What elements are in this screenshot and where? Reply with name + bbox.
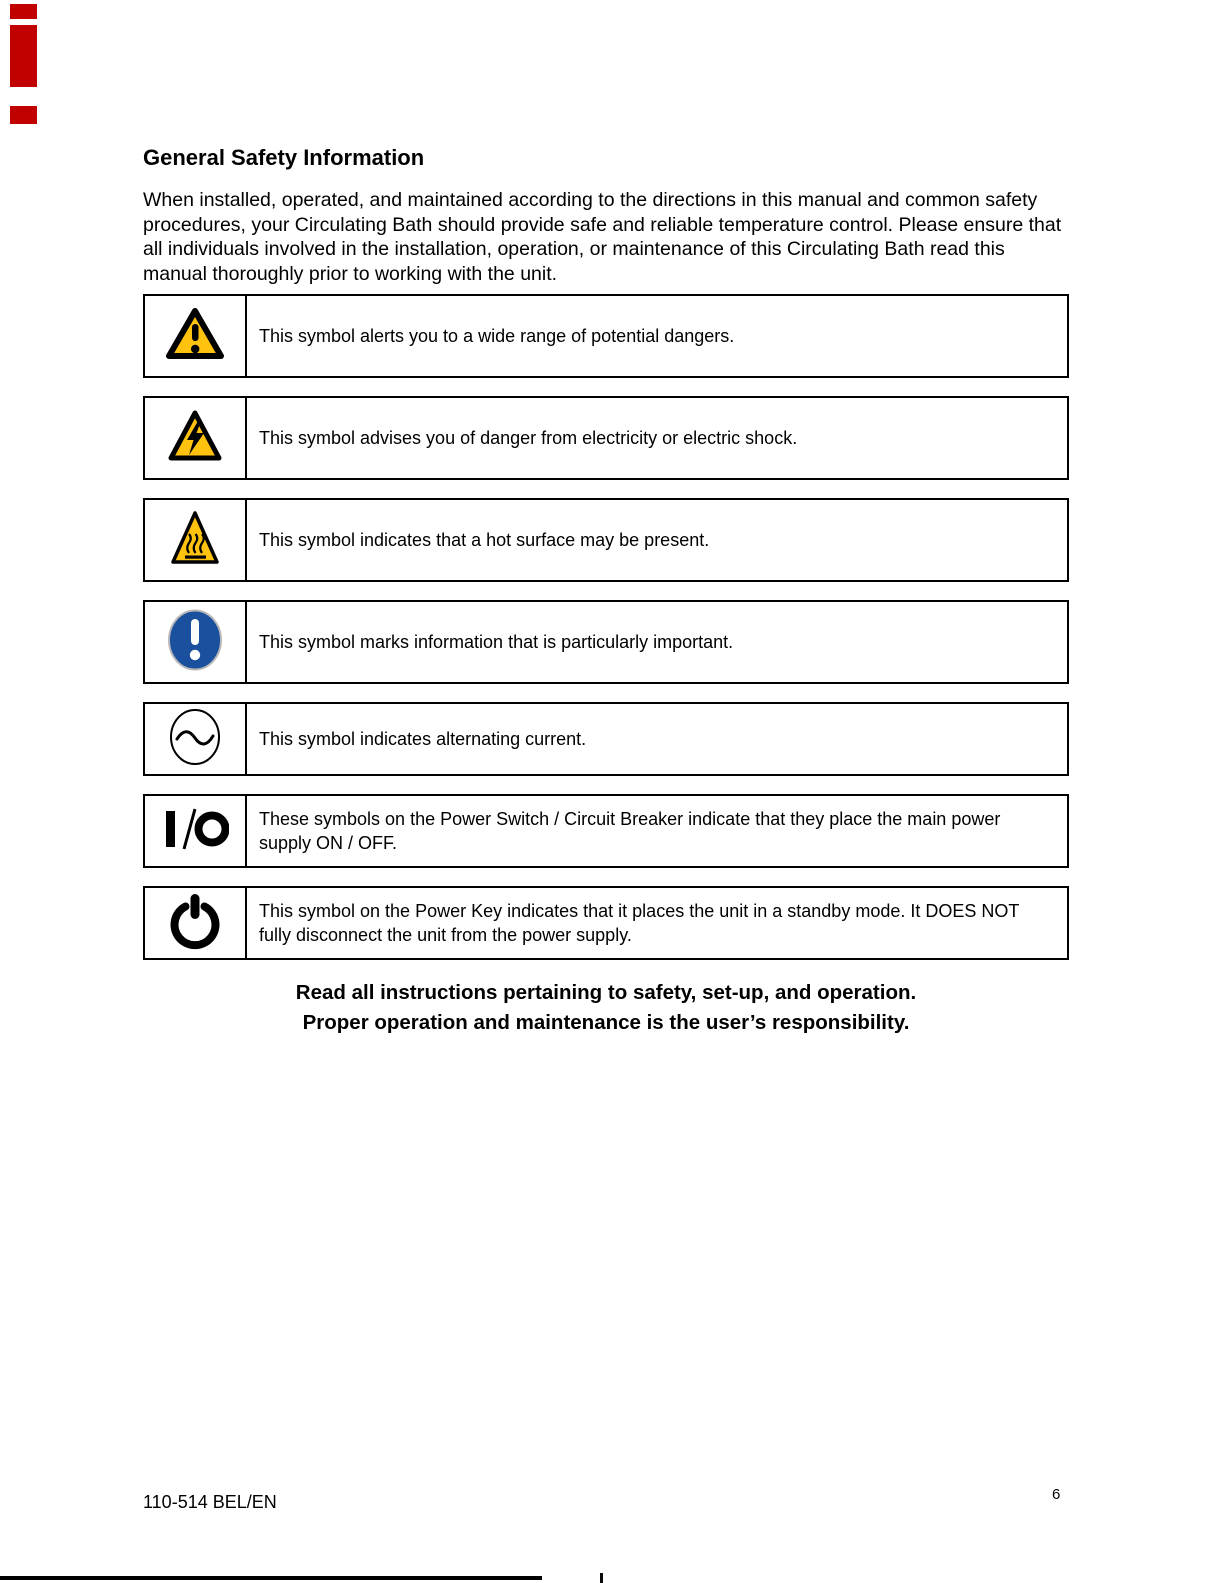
red-scan-artifact <box>10 25 37 87</box>
safety-symbol-table <box>143 294 1069 960</box>
icon-cell <box>145 602 247 682</box>
closing-line-1: Read all instructions pertaining to safety, set-up, and operation. <box>295 981 917 1004</box>
table-row <box>143 794 1069 868</box>
symbol-description: This symbol alerts you to a wide range of potential dangers. <box>259 326 735 346</box>
symbol-description: This symbol on the Power Key indicates that it places the unit in a standby mode. It DOES NOT fully disconnect the unit from the power supply. <box>259 901 1020 945</box>
closing-statement <box>143 978 1069 1038</box>
hot-surface-icon <box>167 508 223 573</box>
icon-cell <box>145 888 247 958</box>
table-row <box>143 294 1069 378</box>
bottom-scan-line-artifact <box>0 1576 542 1580</box>
red-scan-artifact <box>10 106 37 124</box>
symbol-description: This symbol indicates that a hot surface may be present. <box>259 530 710 550</box>
symbol-description: This symbol indicates alternating current. <box>259 729 587 749</box>
closing-line-2: Proper operation and maintenance is the user’s responsibility. <box>302 1011 910 1034</box>
icon-cell <box>145 796 247 866</box>
footer-page-number: 6 <box>1052 1486 1061 1503</box>
footer-document-number: 110-514 BEL/EN <box>143 1492 277 1512</box>
intro-paragraph: When installed, operated, and maintained according to the directions in this manual and common safety procedures, your Circulating Bath should provide safe and reliable temperature control. Please ensure that all individuals involved in the installation, operation, or maintenance of this Circulating Bath read this manual thoroughly prior to working with the unit. <box>143 189 1062 285</box>
electric-shock-icon <box>166 407 224 470</box>
icon-cell <box>145 500 247 580</box>
bottom-tick-artifact <box>600 1573 603 1583</box>
red-scan-artifact <box>10 4 37 19</box>
table-row <box>143 396 1069 480</box>
symbol-description: This symbol advises you of danger from electricity or electric shock. <box>259 428 798 448</box>
page-title: General Safety Information <box>143 145 425 170</box>
icon-cell <box>145 704 247 774</box>
icon-cell <box>145 296 247 376</box>
alternating-current-icon <box>168 707 222 772</box>
icon-cell <box>145 398 247 478</box>
table-row <box>143 886 1069 960</box>
page-content <box>143 0 1069 1038</box>
table-row <box>143 702 1069 776</box>
important-information-icon <box>166 607 224 678</box>
symbol-description: This symbol marks information that is particularly important. <box>259 632 734 652</box>
symbol-description: These symbols on the Power Switch / Circuit Breaker indicate that they place the main power supply ON / OFF. <box>259 809 1001 853</box>
warning-triangle-icon <box>164 305 226 368</box>
table-row <box>143 498 1069 582</box>
power-switch-io-icon <box>161 804 229 859</box>
power-key-standby-icon <box>167 892 223 955</box>
table-row <box>143 600 1069 684</box>
